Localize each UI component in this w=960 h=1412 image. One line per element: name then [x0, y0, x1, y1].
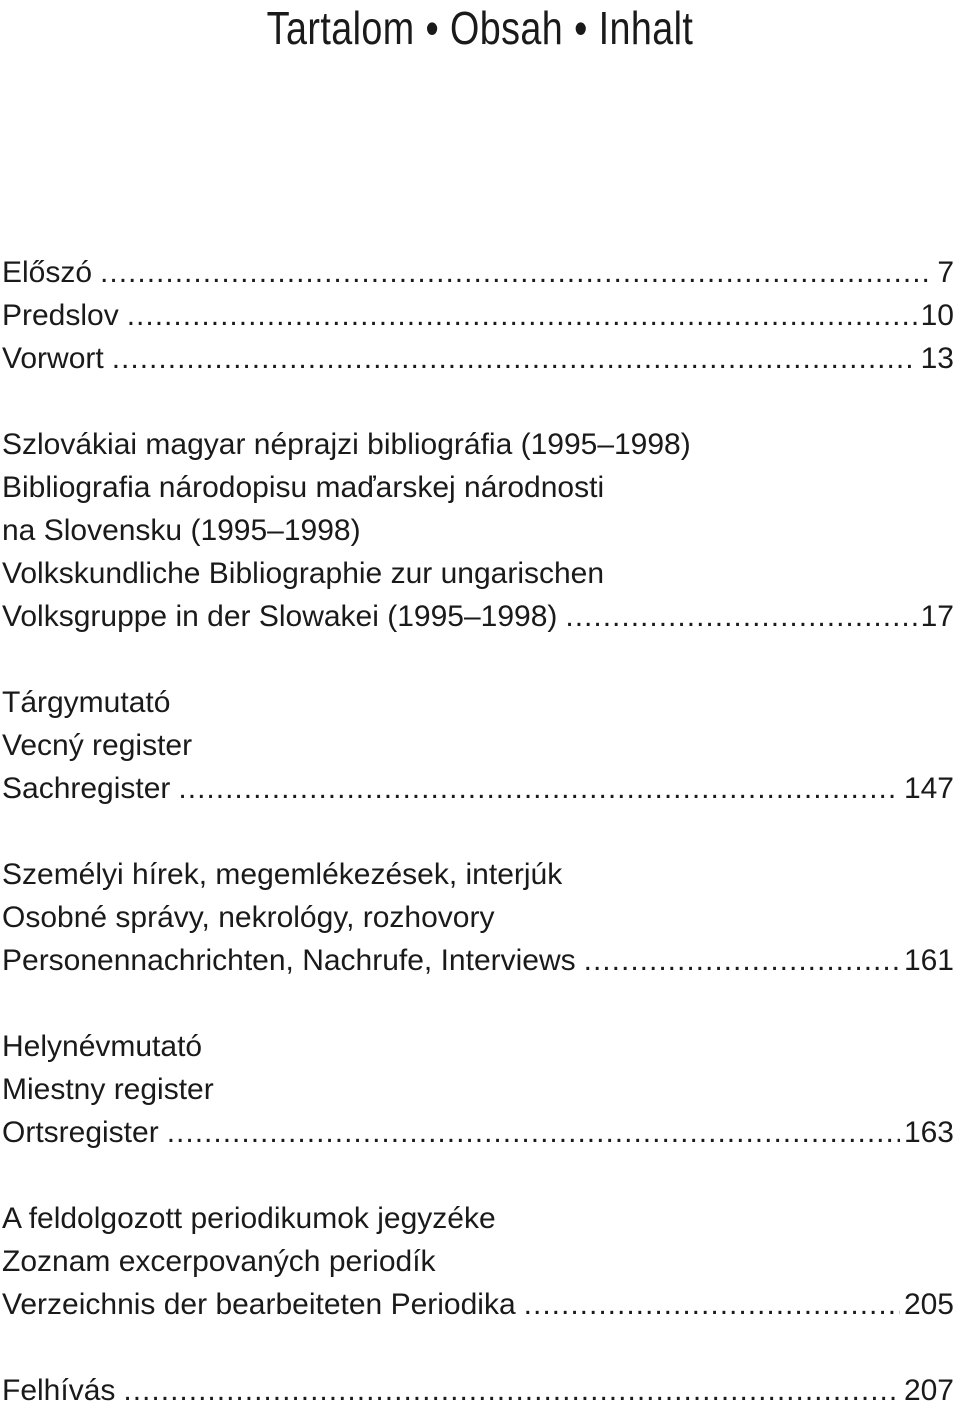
toc-page-number: 7	[937, 256, 954, 289]
page-title: Tartalom • Obsah • Inhalt	[266, 2, 694, 54]
dot-leader	[565, 595, 916, 638]
toc-entry-vorwort[interactable]	[2, 337, 954, 380]
toc-page-number: 10	[920, 299, 954, 332]
table-of-contents	[2, 251, 954, 1412]
toc-entry-line: Tárgymutató	[2, 686, 171, 719]
toc-entry-predslov[interactable]	[2, 294, 954, 337]
toc-entry-line: na Slovensku (1995–1998)	[2, 514, 361, 547]
toc-entry-eloszo[interactable]	[2, 251, 954, 294]
toc-page-number: 147	[903, 772, 954, 805]
toc-entry-label: Personennachrichten, Nachrufe, Interviews	[2, 944, 576, 977]
toc-entry-line: Személyi hírek, megemlékezések, interjúk	[2, 858, 563, 891]
toc-entry-line: Osobné správy, nekrológy, rozhovory	[2, 901, 495, 934]
toc-entry-label: Vorwort	[2, 342, 104, 375]
dot-leader	[178, 767, 900, 810]
dot-leader	[112, 337, 917, 380]
toc-entry-line: Zoznam excerpovaných periodík	[2, 1245, 436, 1278]
dot-leader	[127, 294, 917, 337]
toc-entry-line: A feldolgozott periodikumok jegyzéke	[2, 1202, 496, 1235]
toc-entry-line: Bibliografia národopisu maďarskej národnosti	[2, 471, 605, 504]
toc-entry-line: Vecný register	[2, 729, 193, 762]
dot-leader	[584, 939, 900, 982]
toc-entry-label: Felhívás	[2, 1374, 116, 1407]
toc-entry-label: Előszó	[2, 256, 93, 289]
toc-entry-line: Szlovákiai magyar néprajzi bibliográfia (1995–1998)	[2, 428, 691, 461]
toc-entry-label: Sachregister	[2, 772, 171, 805]
dot-leader	[167, 1111, 900, 1154]
toc-entry-personal-news[interactable]	[2, 853, 954, 982]
toc-entry-bibliography[interactable]	[2, 423, 954, 638]
toc-entry-label: Volksgruppe in der Slowakei (1995–1998)	[2, 600, 558, 633]
toc-entry-last-line	[2, 1283, 954, 1326]
toc-entry-line: Helynévmutató	[2, 1030, 203, 1063]
dot-leader	[100, 251, 933, 294]
toc-entry-last-line	[2, 1111, 954, 1154]
toc-page-number: 163	[903, 1116, 954, 1149]
toc-entry-line: Volkskundliche Bibliographie zur ungarischen	[2, 557, 605, 590]
toc-entry-last-line	[2, 595, 954, 638]
toc-entry-label: Ortsregister	[2, 1116, 159, 1149]
toc-entry-last-line	[2, 939, 954, 982]
toc-page-number: 17	[920, 600, 954, 633]
toc-entry-label: Verzeichnis der bearbeiteten Periodika	[2, 1288, 516, 1321]
toc-page-number: 205	[903, 1288, 954, 1321]
toc-entry-line: Miestny register	[2, 1073, 214, 1106]
toc-group-preface	[2, 251, 954, 380]
toc-entry-last-line	[2, 767, 954, 810]
toc-page-number: 13	[920, 342, 954, 375]
toc-entry-periodicals[interactable]	[2, 1197, 954, 1326]
toc-entry-label: Predslov	[2, 299, 119, 332]
dot-leader	[524, 1283, 900, 1326]
toc-page-number: 161	[903, 944, 954, 977]
toc-page-number: 207	[903, 1374, 954, 1407]
toc-entry-subject-index[interactable]	[2, 681, 954, 810]
toc-entry-place-index[interactable]	[2, 1025, 954, 1154]
